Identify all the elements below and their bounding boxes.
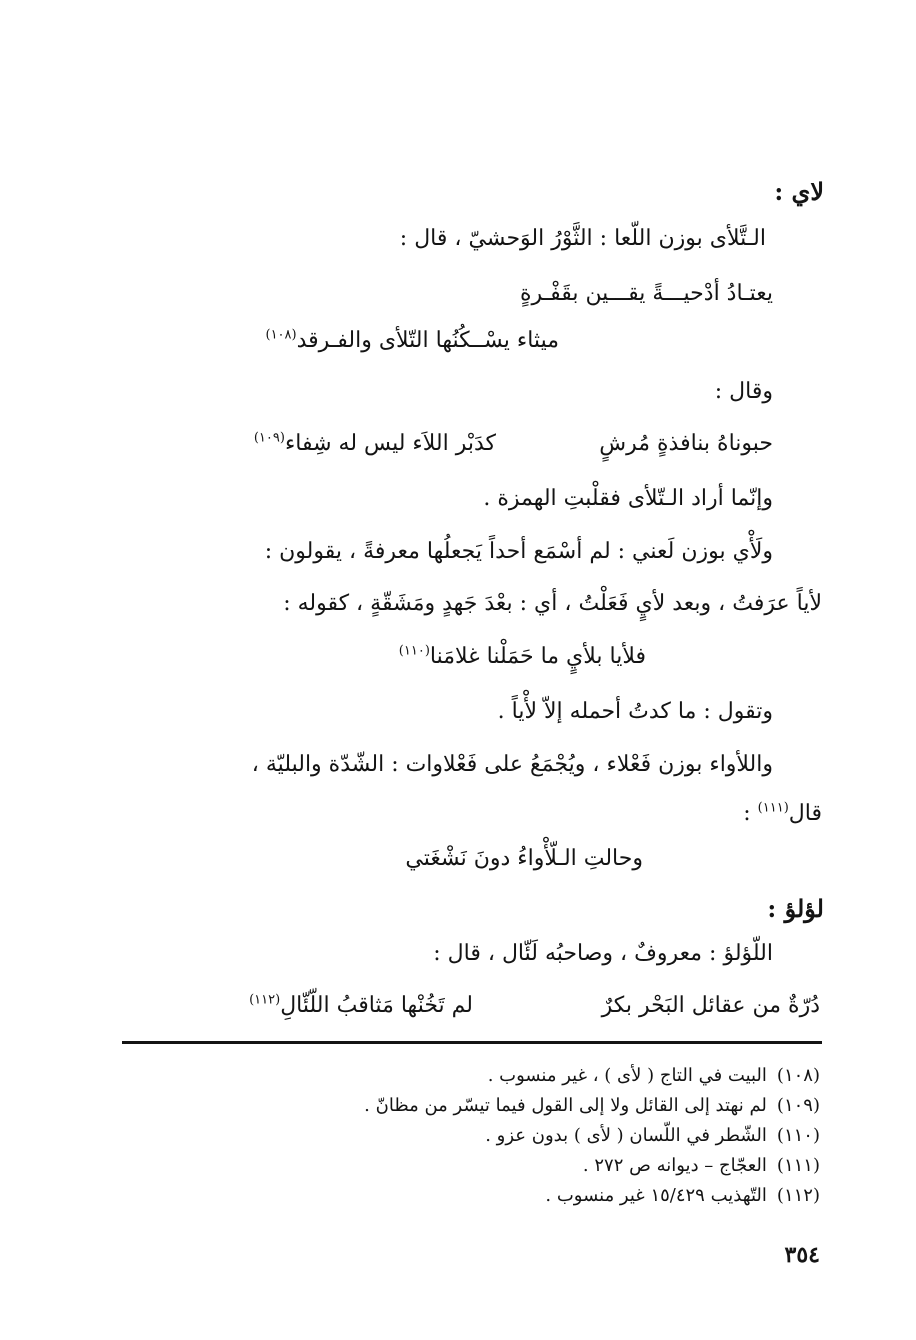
verse-hemistich: يعتـادُ أدْحيـــةً يقـــين بقَفْـرةٍ bbox=[519, 281, 773, 306]
footnote-ref: (١٠٨) bbox=[265, 327, 297, 343]
footnote: (١١١)العجّاج – ديوانه ص ٢٧٢ . bbox=[582, 1155, 820, 1176]
verse-hemistich: لم تَخُنْها مَثاقبُ اللّئّالِ$^{(١١٢)}$ bbox=[249, 992, 473, 1018]
entry-line: وإنّما أراد الـتّلأى فقلْبتِ الهمزة . bbox=[483, 486, 773, 511]
entry-heading-lay: لاي : bbox=[774, 177, 824, 206]
entry-line: الـتَّلأى بوزن اللّعا : الثَّوْرُ الوَحشيّ ، قال : bbox=[399, 226, 766, 251]
page-number: ٣٥٤ bbox=[784, 1242, 820, 1268]
entry-heading-lulu: لؤلؤ : bbox=[767, 894, 824, 923]
verse-hemistich: ميثاء يسْــكُنُها التّلأى والفـرقد$^{(١٠٨)}$ bbox=[265, 327, 559, 353]
entry-line: اللّؤلؤ : معروفٌ ، وصاحبُه لَئّال ، قال : bbox=[433, 941, 773, 966]
entry-line: وقال : bbox=[714, 379, 773, 404]
footnote-ref: (١١٠) bbox=[398, 643, 430, 659]
entry-line: قال$^{(١١١)}$ : bbox=[743, 800, 822, 826]
footnote-ref: (١١١) bbox=[757, 800, 789, 816]
footnote: (١٠٩)لم نهتد إلى القائل ولا إلى القول فيما تيسّر من مظانّ . bbox=[364, 1095, 820, 1116]
verse-hemistich: وحالتِ الـلّأْواءُ دونَ نَشْغَتي bbox=[405, 846, 643, 871]
footnote: (١٠٨)البيت في التاج ( لأى ) ، غير منسوب . bbox=[487, 1065, 820, 1086]
verse-hemistich: فلأيا بلأيٍ ما حَمَلْنا غلامَنا$^{(١١٠)}$ bbox=[398, 643, 646, 669]
entry-line: واللأواء بوزن فَعْلاء ، ويُجْمَعُ على فَعْلاوات : الشّدّة والبليّة ، bbox=[251, 752, 773, 777]
footnote-divider bbox=[122, 1041, 822, 1044]
footnote-ref: (١١٢) bbox=[249, 992, 281, 1008]
footnote: (١١٢)التّهذيب ١٥/٤٢٩ غير منسوب . bbox=[545, 1185, 820, 1206]
verse-hemistich: كدَبْر اللاَء ليس له شِفاء$^{(١٠٩)}$ bbox=[253, 430, 496, 456]
entry-line: وتقول : ما كدتُ أحمله إلاّ لأْياً . bbox=[497, 699, 773, 724]
verse-hemistich: دُرّةٌ من عقائل البَحْر بكرٌ bbox=[601, 993, 820, 1018]
footnote: (١١٠)الشّطر في اللّسان ( لأى ) بدون عزو . bbox=[485, 1125, 820, 1146]
footnote-ref: (١٠٩) bbox=[253, 430, 285, 446]
entry-line: ولَأْي بوزن لَعني : لم أسْمَع أحداً يَجعلُها معرفةً ، يقولون : bbox=[264, 539, 773, 564]
entry-line: لأياً عرَفتُ ، وبعد لأيٍ فَعَلْتُ ، أي : بعْدَ جَهدٍ ومَشَقّةٍ ، كقوله : bbox=[283, 591, 822, 616]
verse-hemistich: حبوناهُ بنافذةٍ مُرشٍ bbox=[599, 431, 773, 456]
